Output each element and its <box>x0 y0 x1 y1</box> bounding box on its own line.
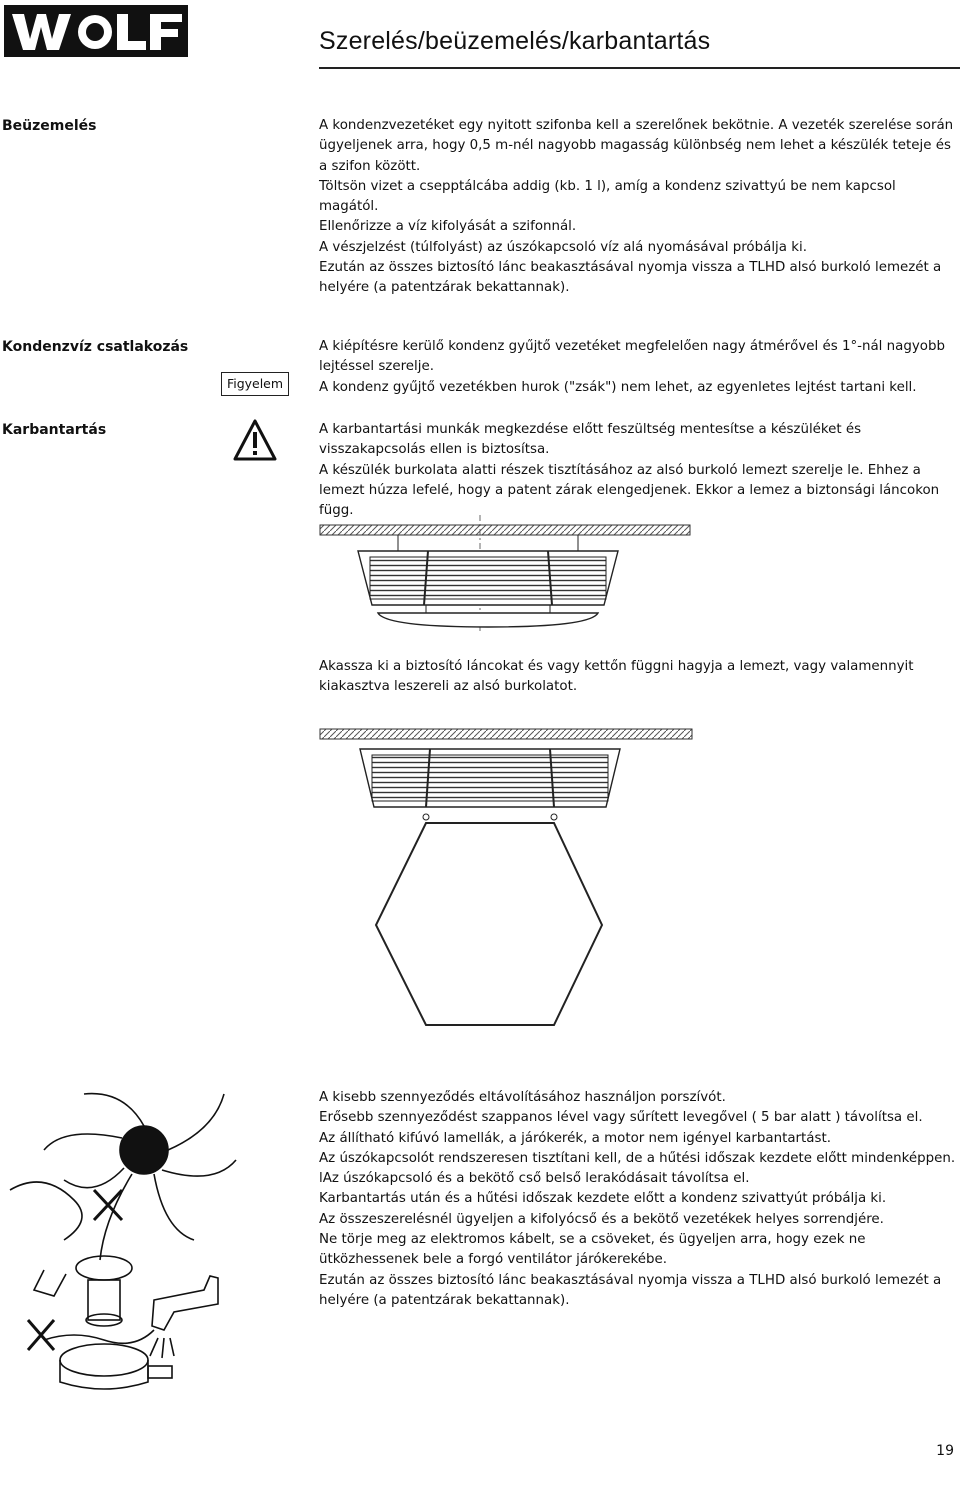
paragraph: Ne törje meg az elektromos kábelt, se a csöveket, és ügyeljen arra, hogy ezek ne ütközhessenek bele a forgó ventilátor járókerekébe. <box>319 1232 866 1268</box>
warning-triangle-icon <box>232 418 278 462</box>
paragraph: Akassza ki a biztosító láncokat és vagy kettőn függni hagyja a lemezt, vagy valamennyit kiakasztva leszereli az alsó burkolatot. <box>319 659 914 695</box>
header-divider <box>319 67 960 69</box>
paragraph: Ellenőrizze a víz kifolyását a szifonnál. <box>319 219 577 235</box>
notice-label: Figyelem <box>221 372 289 396</box>
paragraph: A kiépítésre kerülő kondenz gyűjtő vezetéket megfelelően nagy átmérővel és 1°-nál nagyobb lejtéssel szerelje. <box>319 339 945 375</box>
paragraph: Erősebb szennyeződést szappanos lével vagy sűrített levegővel ( 5 bar alatt ) távolítsa el. <box>319 1110 923 1126</box>
section-heading-beuzemeles: Beüzemelés <box>2 118 97 134</box>
paragraph: A kisebb szennyeződés eltávolításához használjon porszívót. <box>319 1090 726 1105</box>
paragraph: A vészjelzést (túlfolyást) az úszókapcsoló víz alá nyomásával próbálja ki. <box>319 239 807 255</box>
section-text-karbantartas <box>319 420 957 521</box>
paragraph: Karbantartás után és a hűtési időszak kezdete előtt a kondenz szivattyút próbálja ki. <box>319 1191 887 1207</box>
paragraph: A készülék burkolata alatti részek tisztításához az alsó burkoló lemezt szerelje le. Ehhez a lemezt húzza lefelé, hogy a patent zárak elengedjenek. Ekkor a lemez a biztonsági láncokon függ. <box>319 462 940 519</box>
paragraph: A kondenzvezetéket egy nyitott szifonba kell a szerelőnek bekötnie. A vezeték szerelése során ügyeljenek arra, hogy 0,5 m-nél nagyobb magasság különbség nem lehet a készülék teteje és a szifon között. <box>319 118 954 174</box>
section-text-tisztitas <box>319 1088 957 1311</box>
paragraph: Ezután az összes biztosító lánc beakasztásával nyomja vissza a TLHD alsó burkoló lemezét a helyére (a patentzárak bekattannak). <box>319 1272 942 1308</box>
section-heading-karbantartas: Karbantartás <box>2 422 107 438</box>
paragraph: Az állítható kifúvó lamellák, a járókerék, a motor nem igényel karbantartást. <box>319 1130 831 1146</box>
section-text-beuzemeles <box>319 116 957 299</box>
paragraph: A kondenz gyűjtő vezetékben hurok ("zsák") nem lehet, az egyenletes lejtést tartani kell. <box>319 379 917 395</box>
maintenance-illustration <box>4 1090 294 1390</box>
paragraph: A karbantartási munkák megkezdése előtt feszültség mentesítse a készüléket és visszakapcsolás ellen is biztosítsa. <box>319 422 862 458</box>
paragraph: Töltsön vizet a csepptálcába addig (kb. 1 l), amíg a kondenz szivattyú be nem kapcsol magától. <box>319 178 896 215</box>
page-title: Szerelés/beüzemelés/karbantartás <box>319 27 711 55</box>
section-text-kondenzviz <box>319 337 957 398</box>
paragraph: Az összeszerelésnél ügyeljen a kifolyócső és a bekötő vezetékek helyes sorrendjére. <box>319 1211 884 1227</box>
page-number: 19 <box>936 1443 954 1459</box>
section-heading-kondenzviz: Kondenzvíz csatlakozás <box>2 339 189 355</box>
paragraph: lAz úszókapcsoló és a bekötő cső belső lerakódásait távolítsa el. <box>319 1171 750 1187</box>
paragraph: Ezután az összes biztosító lánc beakasztásával nyomja vissza a TLHD alsó burkoló lemezét a helyére (a patentzárak bekattannak). <box>319 260 942 296</box>
paragraph: Az úszókapcsolót rendszeresen tisztítani kell, de a hűtési időszak kezdete előtt mindenképpen. <box>319 1150 956 1166</box>
section-text-akassza <box>319 657 957 698</box>
cover-plate-released-illustration <box>318 513 692 633</box>
wolf-logo <box>4 5 188 57</box>
plate-hanging-on-chains-illustration <box>318 725 694 1041</box>
